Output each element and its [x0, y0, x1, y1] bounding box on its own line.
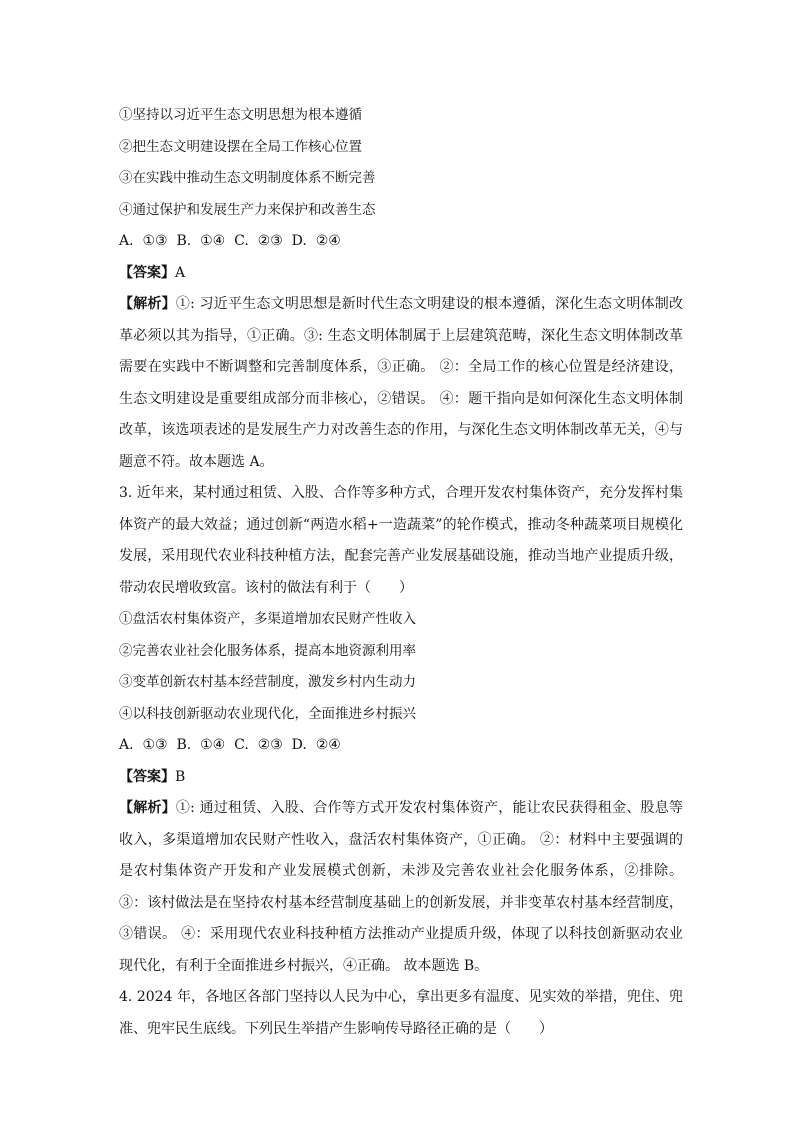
question-4 — [119, 982, 683, 1045]
question-3 — [119, 478, 683, 982]
answer-value: B — [175, 768, 186, 785]
q3-analysis — [119, 793, 683, 982]
q2-option-4: ④通过保护和发展生产力来保护和改善生态 — [119, 201, 376, 218]
q3-option-2: ②完善农业社会化服务体系，提高本地资源利用率 — [119, 642, 416, 659]
q3-option-3: ③变革创新农村基本经营制度，激发乡村内生动力 — [119, 674, 416, 690]
q2-choices: A. ①③ B. ①④ C. ②③ D. ②④ — [119, 233, 341, 249]
analysis-tag: 【解析】 — [119, 800, 176, 816]
q3-option-4: ④以科技创新驱动农业现代化，全面推进乡村振兴 — [119, 705, 416, 722]
q2-answer — [119, 258, 683, 290]
q3-stem: 3. 近年来，某村通过租赁、入股、合作等多种方式，合理开发农村集体资产，充分发挥村集体资产的最大效益；通过创新“两造水稻+一造蔬菜”的轮作模式，推动冬种蔬菜项目规模化发展，采用现代农业科技种植方法，配套完善产业发展基础设施，推动当地产业提质升级，带动农民增收致富。该村的做法有利于（ ） — [119, 485, 683, 596]
q3-answer — [119, 762, 683, 794]
q3-option-1: ①盘活农村集体资产，多渠道增加农民财产性收入 — [119, 611, 416, 627]
analysis-text: ①: 通过租赁、入股、合作等方式开发农村集体资产，能让农民获得租金、股息等收入，多渠道增加农民财产性收入，盘活农村集体资产，①正确。 ②：材料中主要强调的是农村集体资产开发和产业发展模式创新，未涉及完善农业社会化服务体系，②排除。 ③：该村做法是在坚持农村基本经营制度基础上的创新发展，并非变革农村基本经营制度，③错误。 ④：采用现代农业科技种植方法推动产业提质升级，体现了以科技创新驱动农业现代化，有利于全面推进乡村振兴，④正确。 故本题选 B。 — [119, 800, 683, 974]
q2-analysis — [119, 289, 683, 478]
q2-option-2: ②把生态文明建设摆在全局工作核心位置 — [119, 138, 362, 155]
answer-tag: 【答案】 — [119, 264, 175, 281]
analysis-text: ①: 习近平生态文明思想是新时代生态文明建设的根本遵循，深化生态文明体制改革必须以其为指导，①正确。③: 生态文明体制属于上层建筑范畴，深化生态文明体制改革需要在实践中不断调整和完善制度体系，③正确。 ②：全局工作的核心位置是经济建设，生态文明建设是重要组成部分而非核心，②错误。 ④：题干指向是如何深化生态文明体制改革，该选项表述的是发展生产力对改善生态的作用，与深化生态文明体制改革无关，④与题意不符。故本题选 A。 — [119, 296, 683, 470]
q2-option-1: ①坚持以习近平生态文明思想为根本遵循 — [119, 107, 362, 123]
q4-stem: 4. 2024 年，各地区各部门坚持以人民为中心，拿出更多有温度、见实效的举措，兜住、兜准、兜牢民生底线。下列民生举措产生影响传导路径正确的是（ ） — [119, 989, 683, 1037]
answer-value: A — [175, 264, 186, 281]
question-2 — [119, 100, 683, 478]
q3-choices: A. ①③ B. ①④ C. ②③ D. ②④ — [119, 737, 341, 753]
q2-option-3: ③在实践中推动生态文明制度体系不断完善 — [119, 170, 376, 186]
analysis-tag: 【解析】 — [119, 296, 176, 312]
document-page — [119, 100, 683, 1045]
answer-tag: 【答案】 — [119, 768, 175, 785]
